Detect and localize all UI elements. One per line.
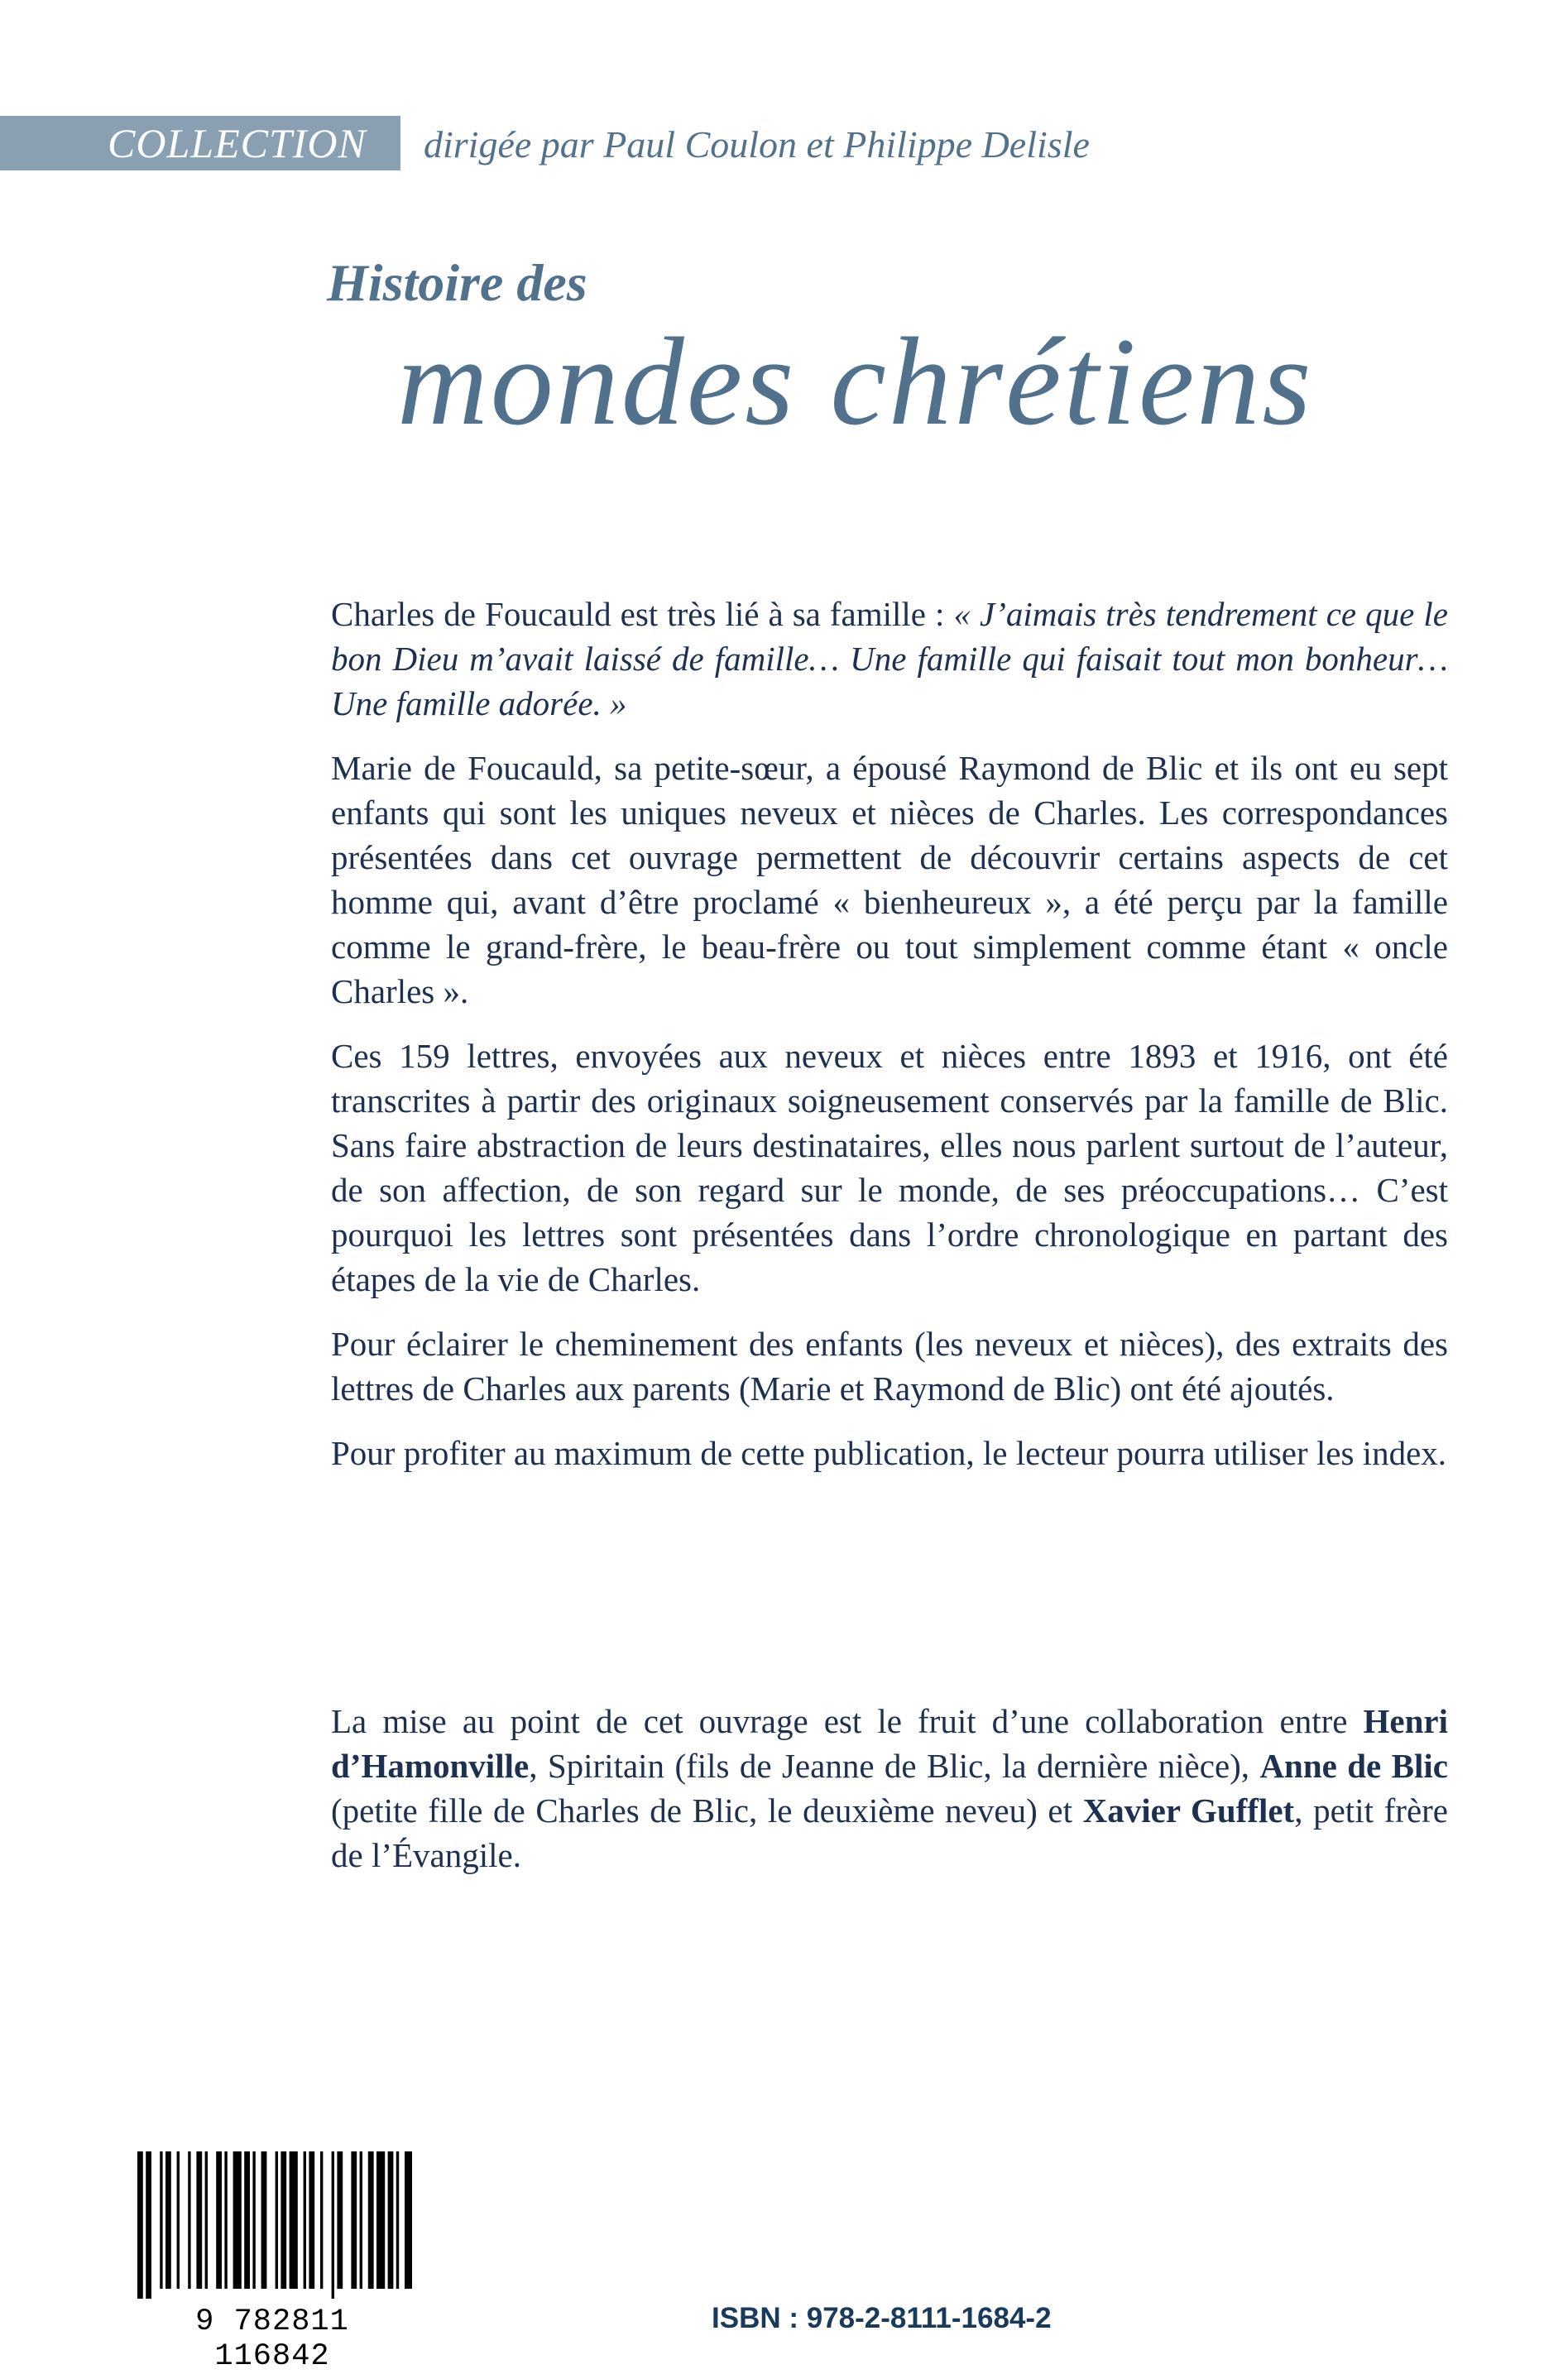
barcode-bar [320, 2151, 323, 2289]
author-desc-1: , Spiritain (fils de Jeanne de Blic, la dernière nièce), [529, 1747, 1260, 1785]
barcode-bar [224, 2151, 227, 2289]
barcode [132, 2151, 412, 2299]
barcode-bar [216, 2151, 222, 2289]
barcode-bar [177, 2151, 180, 2289]
barcode-bar [137, 2151, 143, 2299]
barcode-bar [165, 2151, 171, 2289]
barcode-bar [337, 2151, 343, 2289]
barcode-bar [332, 2151, 334, 2299]
barcode-bar [309, 2151, 314, 2289]
credits-block [331, 1699, 1448, 1878]
barcode-bar [360, 2151, 362, 2289]
series-title-line2: mondes chrétiens [397, 312, 1314, 451]
barcode-bar [405, 2151, 412, 2289]
credits-intro: La mise au point de cet ouvrage est le fruit d’une collaboration entre [331, 1702, 1364, 1740]
barcode-bar [205, 2151, 208, 2289]
author-desc-2: (petite fille de Charles de Blic, le deuxième neveu) et [331, 1791, 1083, 1830]
paragraph-2: Marie de Foucauld, sa petite-sœur, a épousé Raymond de Blic et ils ont eu sept enfants qui sont les uniques neveux et nièces de Charles. Les correspondances présentées dans cet ouvrage permettent de découvrir certains aspects de cet homme qui, avant d’être proclamé « bienheureux », a été perçu par la famille comme le grand-frère, le beau-frère ou tout simplement comme étant « oncle Charles ». [331, 749, 1448, 1010]
paragraph-5: Pour profiter au maximum de cette publication, le lecteur pourra utiliser les index. [331, 1434, 1447, 1472]
credits-paragraph [331, 1699, 1448, 1878]
paragraph-3: Ces 159 lettres, envoyées aux neveux et nièces entre 1893 et 1916, ont été transcrites à partir des originaux soigneusement conservés par la famille de Blic. Sans faire abstraction de leurs destinataires, elles nous parlent surtout de l’auteur, de son affection, de son regard sur le monde, de ses préoccupations… C’est pourquoi les lettres sont présentées dans l’ordre chronologique en partant des étapes de la vie de Charles. [331, 1037, 1448, 1298]
paragraph-4: Pour éclairer le cheminement des enfants (les neveux et nièces), des extraits des lettres de Charles aux parents (Marie et Raymond de Blic) ont été ajoutés. [331, 1325, 1448, 1408]
barcode-bar [160, 2151, 162, 2289]
author-name-1: Henri d’Hamonville [331, 1702, 1448, 1785]
barcode-bar [146, 2151, 151, 2299]
barcode-bar [261, 2151, 267, 2289]
collection-editors: dirigée par Paul Coulon et Philippe Delisle [424, 123, 1090, 165]
barcode-bar [244, 2151, 250, 2289]
barcode-bar [376, 2151, 385, 2289]
barcode-bar [233, 2151, 242, 2289]
back-cover-text [331, 592, 1448, 1495]
barcode-bar [368, 2151, 374, 2289]
paragraph-1-intro: Charles de Foucauld est très lié à sa famille : [331, 595, 954, 633]
barcode-bar [290, 2151, 298, 2289]
barcode-bar [188, 2151, 190, 2289]
barcode-bar [281, 2151, 286, 2289]
barcode-bar [351, 2151, 357, 2289]
series-title-line1: Histoire des [327, 253, 587, 312]
barcode-bar [396, 2151, 399, 2289]
barcode-bar [252, 2151, 255, 2289]
barcode-digits: 9 782811 116842 [195, 2304, 349, 2374]
paragraph-1 [331, 592, 1448, 726]
collection-label: COLLECTION [108, 120, 367, 166]
barcode-bar [388, 2151, 394, 2289]
barcode-bar [304, 2151, 306, 2289]
barcode-bar [196, 2151, 202, 2289]
author-desc-3: , petit frère de l’Évangile. [331, 1791, 1448, 1874]
isbn-number: ISBN : 978-2-8111-1684-2 [712, 2302, 1052, 2334]
foucauld-quote: « J’aimais très tendrement ce que le bon Dieu m’avait laissé de famille… Une famille qui faisait tout mon bonheur… Une famille adorée. » [331, 595, 1448, 722]
barcode-bar [276, 2151, 278, 2289]
author-name-3: Xavier Gufflet [1082, 1791, 1295, 1830]
author-name-2: Anne de Blic [1259, 1747, 1448, 1785]
barcode-bars [132, 2151, 412, 2299]
